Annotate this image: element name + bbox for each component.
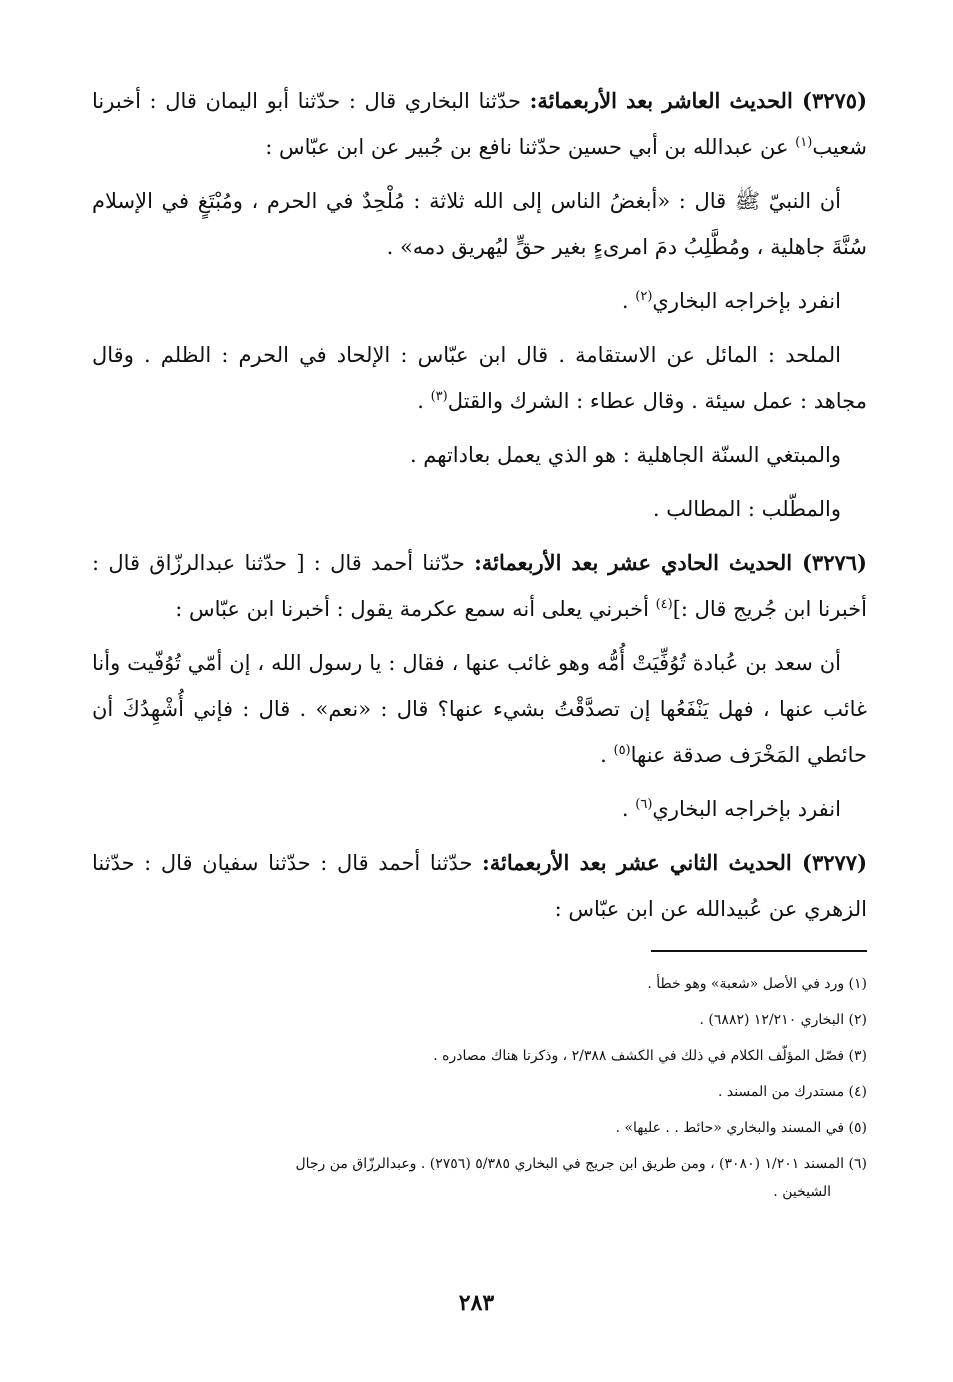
hadith-3276-matn: [92, 640, 867, 778]
footnote-6: [92, 1150, 867, 1178]
footnote-6-text: (٦) المسند ١/٢٠١ (٣٠٨٠) ، ومن طريق ابن جريج في البخاري ٥/٣٨٥ (٢٧٥٦) . وعبدالرزّاق من رجال: [295, 1156, 867, 1172]
hadith-3276-infirad-end: .: [621, 797, 636, 821]
hadith-3276-heading: (٣٢٧٦) الحديث الحادي عشر بعد الأربعمائة:: [474, 550, 867, 575]
hadith-3276-matn-end: .: [600, 743, 614, 767]
hadith-3275-isnad: [92, 78, 867, 170]
footnote-ref-6: (٦): [635, 797, 653, 812]
footnote-ref-4: (٤): [655, 597, 673, 612]
hadith-3275-sharh-a-text: الملحد : المائل عن الاستقامة . قال ابن عبّاس : الإلحاد في الحرم : الظلم . وقال مجاهد : عمل سيئة . وقال عطاء : الشرك والقتل: [92, 343, 867, 413]
footnote-ref-2: (٢): [635, 289, 653, 304]
hadith-3276-isnad: [92, 540, 867, 632]
footnote-6-continuation: الشيخين .: [773, 1184, 831, 1200]
footnote-5: (٥) في المسند والبخاري «حائط . . عليها» .: [615, 1120, 867, 1136]
hadith-3275-sharh-b: والمبتغي السنّة الجاهلية : هو الذي يعمل بعاداتهم .: [409, 443, 841, 467]
footnote-ref-3: (٣): [430, 389, 448, 404]
hadith-3277-isnad-text: حدّثنا أحمد قال : حدّثنا سفيان قال : حدّثنا الزهري عن عُبيدالله عن ابن عبّاس :: [92, 851, 867, 921]
footnote-1: (١) ورد في الأصل «شعبة» وهو خطأ .: [647, 976, 867, 992]
hadith-3275-sharh-a-end: .: [417, 389, 431, 413]
hadith-3275-infirad-text: انفرد بإخراجه البخاري: [652, 289, 841, 313]
hadith-3276-infirad-text: انفرد بإخراجه البخاري: [652, 797, 841, 821]
hadith-3277-heading: (٣٢٧٧) الحديث الثاني عشر بعد الأربعمائة:: [482, 850, 867, 875]
hadith-3275-sharh-a: [92, 332, 867, 424]
footnote-divider: [651, 950, 867, 952]
hadith-3275-heading: (٣٢٧٥) الحديث العاشر بعد الأربعمائة:: [529, 88, 867, 113]
hadith-3276-infirad: [92, 786, 867, 832]
footnote-ref-1: (١): [795, 135, 813, 150]
hadith-3276-isnad-a: حدّثنا أحمد قال : [ حدّثنا عبدالرزّاق قال : أخبرنا ابن جُريج قال :]: [92, 551, 867, 621]
footnote-4: (٤) مستدرك من المسند .: [717, 1084, 867, 1100]
footnote-3: (٣) فصّل المؤلّف الكلام في ذلك في الكشف ٢/٣٨٨ ، وذكرنا هناك مصادره .: [433, 1048, 867, 1064]
page-number: ٢٨٣: [458, 1290, 495, 1316]
hadith-3275-matn: أن النبيّ ﷺ قال : «أبغضُ الناس إلى الله ثلاثة : مُلْحِدٌ في الحرم ، ومُبْتَغٍ في الإسلام سُنَّةَ جاهلية ، ومُطَّلِبُ دمَ امرىءٍ بغير حقٍّ ليُهريق دمه» .: [92, 189, 867, 259]
hadith-3275-infirad: [92, 278, 867, 324]
footnote-2: (٢) البخاري ١٢/٢١٠ (٦٨٨٢) .: [699, 1012, 867, 1028]
footnotes: [92, 970, 867, 1206]
hadith-3276-isnad-b: أخبرني يعلى أنه سمع عكرمة يقول : أخبرنا ابن عبّاس :: [175, 597, 656, 621]
hadith-3275-infirad-end: .: [621, 289, 636, 313]
hadith-3275-isnad-a: حدّثنا البخاري قال : حدّثنا أبو اليمان قال : أخبرنا شعيب: [92, 89, 867, 159]
hadith-3275-isnad-b: عن عبدالله بن أبي حسين حدّثنا نافع بن جُبير عن ابن عبّاس :: [265, 135, 796, 159]
hadith-3275-sharh-c: والمطّلب : المطالب .: [652, 497, 841, 521]
hadith-3276-matn-text: أن سعد بن عُبادة تُوُفِّيَتْ أُمُّه وهو غائب عنها ، فقال : يا رسول الله ، إن أمّي تُوُفّيت وأنا غائب عنها ، فهل يَنْفَعُها إن تصدَّقْتُ بشيء عنها؟ قال : «نعم» . قال : فإني أُشْهِدُكَ أن حائطي المَخْرَف صدقة عنها: [92, 651, 867, 767]
hadith-3277-isnad: [92, 840, 867, 932]
footnote-ref-5: (٥): [613, 743, 631, 758]
